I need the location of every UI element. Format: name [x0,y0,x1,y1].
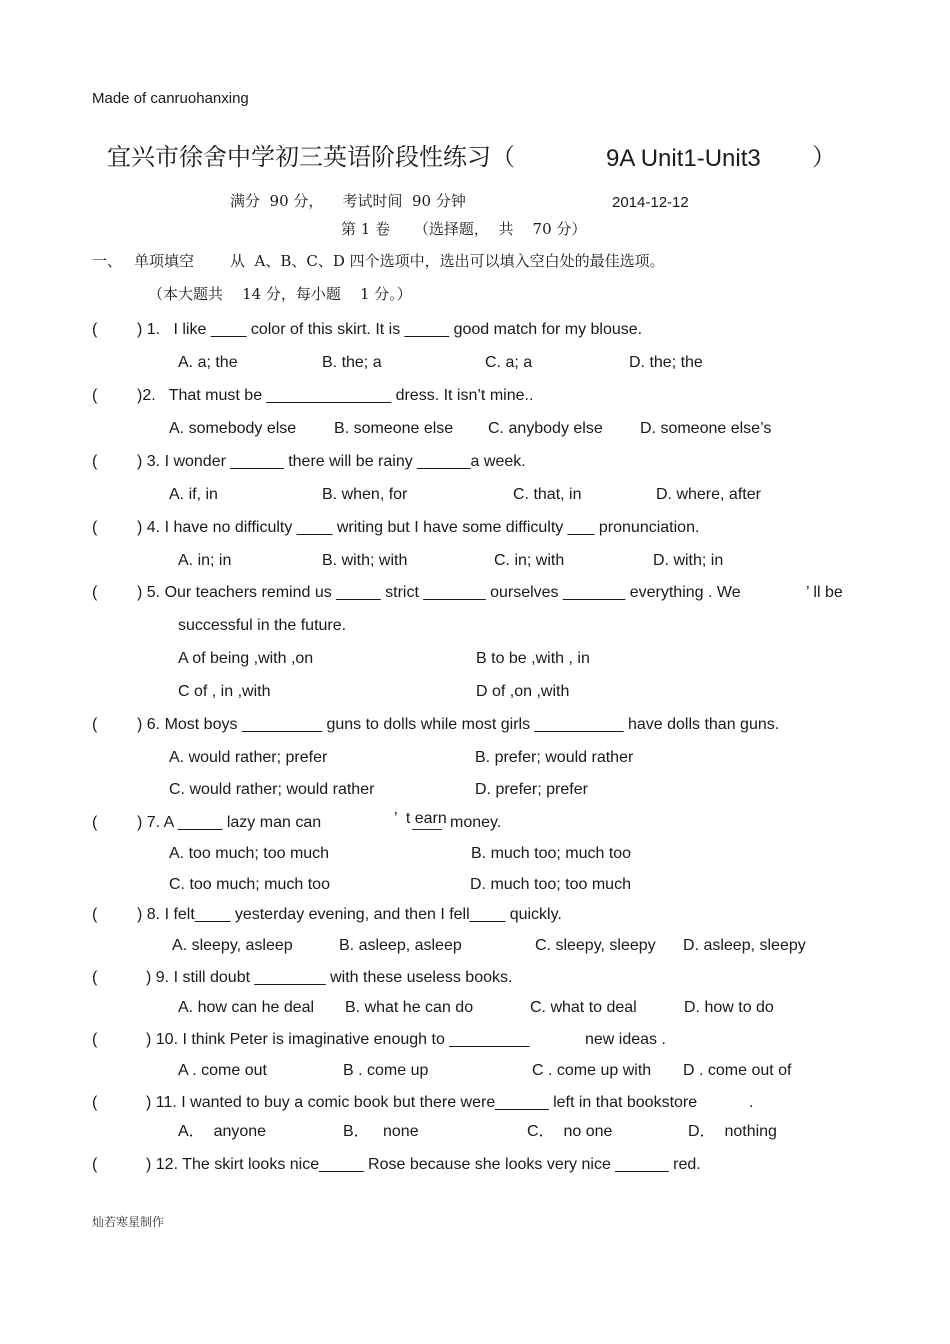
question-9-option-d: D. how to do [684,999,774,1016]
question-2-option-b: B. someone else [334,420,454,437]
question-1-option-b: B. the; a [322,354,382,371]
question-2-option-a: A. somebody else [169,420,297,437]
question-8-stem: ) 8. I felt____ yesterday evening, and then I fell____ quickly. [137,906,562,923]
question-10-option-d: D . come out of [683,1062,792,1079]
question-7-option-b: B. much too; much too [471,845,632,862]
score-time-info: 满分 90 分， 考试时间 90 分钟 [230,192,466,210]
question-8-option-b: B. asleep, asleep [339,937,462,954]
question-9-paren: ( [92,969,98,986]
question-1-option-d: D. the; the [629,354,703,371]
question-11-stem: ) 11. I wanted to buy a comic book but there were______ left in that bookstore [146,1094,698,1111]
question-6-option-d: D. prefer; prefer [475,781,588,798]
question-5-option-c: C of , in ,with [178,683,271,700]
question-3-option-d: D. where, after [656,486,761,503]
question-2-paren: ( [92,387,98,404]
question-7-option-d: D. much too; too much [470,876,631,893]
question-1-option-a: A. a; the [178,354,238,371]
exam-title-chinese: 宜兴市徐舍中学初三英语阶段性练习（ [107,143,515,171]
question-9-stem: ) 9. I still doubt ________ with these useless books. [146,969,513,986]
question-10-option-a: A . come out [178,1062,267,1079]
question-5-option-b: B to be ,with , in [476,650,590,667]
question-1-stem: ) 1. I like ____ color of this skirt. It is _____ good match for my blouse. [137,321,643,338]
question-4-option-b: B. with; with [322,552,408,569]
question-11-paren: ( [92,1094,98,1111]
question-3-option-a: A. if, in [169,486,218,503]
question-7-paren: ( [92,814,98,831]
question-6-option-c: C. would rather; would rather [169,781,375,798]
question-11-option-d: D． nothing [688,1123,777,1140]
question-2-option-c: C. anybody else [488,420,603,437]
question-10-stem: ) 10. I think Peter is imaginative enough to _________ [146,1031,530,1048]
question-4-stem: ) 4. I have no difficulty ____ writing but I have some difficulty ___ pronunciation. [137,519,700,536]
question-2-option-d: D. someone else’s [640,420,772,437]
question-8-option-c: C. sleepy, sleepy [535,937,656,954]
question-4-option-a: A. in; in [178,552,232,569]
section-number: 一、 [92,252,123,270]
question-5-option-d: D of ,on ,with [476,683,570,700]
exam-title-close-paren: ） [812,143,836,171]
question-11-option-b: B． none [343,1123,419,1140]
question-3-option-b: B. when, for [322,486,408,503]
question-4-option-d: D. with; in [653,552,724,569]
question-7-stem-tail: ’ t earn [394,810,447,827]
question-8-paren: ( [92,906,98,923]
question-5-paren: ( [92,584,98,601]
question-5-stem-continued: successful in the future. [178,617,347,634]
exam-title-units: 9A Unit1-Unit3 [606,145,761,172]
question-1-option-c: C. a; a [485,354,533,371]
question-9-option-c: C. what to deal [530,999,637,1016]
question-5-stem-tail: ’ ll be [806,584,843,601]
question-3-option-c: C. that, in [513,486,582,503]
question-10-paren: ( [92,1031,98,1048]
question-10-option-b: B . come up [343,1062,429,1079]
question-1-paren: ( [92,321,98,338]
section-instruction: 从 A、B、C、D 四个选项中，选出可以填入空白处的最佳选项。 [230,252,665,270]
question-6-option-a: A. would rather; prefer [169,749,328,766]
question-10-option-c: C . come up with [532,1062,652,1079]
question-10-stem-tail: new ideas . [585,1031,666,1048]
question-5-option-a: A of being ,with ,on [178,650,314,667]
question-8-option-a: A. sleepy, asleep [172,937,293,954]
question-7-option-a: A. too much; too much [169,845,330,862]
question-7-stem: ) 7. A _____ lazy man can [137,814,322,831]
question-7-option-c: C. too much; much too [169,876,330,893]
question-7-stem-tail-2: money. [450,814,502,831]
question-11-stem-tail: . [749,1094,754,1111]
exam-date: 2014-12-12 [612,194,689,211]
question-11-option-a: A． anyone [178,1123,267,1140]
question-3-paren: ( [92,453,98,470]
question-12-stem: ) 12. The skirt looks nice_____ Rose because she looks very nice ______ red. [146,1156,701,1173]
section-name: 单项填空 [134,252,195,270]
question-11-option-c: C． no one [527,1123,613,1140]
question-9-option-b: B. what he can do [345,999,474,1016]
question-4-paren: ( [92,519,98,536]
question-8-option-d: D. asleep, sleepy [683,937,806,954]
question-6-paren: ( [92,716,98,733]
volume-heading: 第 1 卷 （选择题， 共 70 分） [341,220,587,238]
question-3-stem: ) 3. I wonder ______ there will be rainy ______a week. [137,453,526,470]
section-note: （本大题共 14 分，每小题 1 分。） [148,285,412,303]
footer-credit: 灿若寒星制作 [92,1215,165,1229]
question-6-option-b: B. prefer; would rather [475,749,634,766]
question-4-option-c: C. in; with [494,552,565,569]
question-9-option-a: A. how can he deal [178,999,315,1016]
question-7-blank-line [412,829,442,830]
question-6-stem: ) 6. Most boys _________ guns to dolls while most girls __________ have dolls than guns. [137,716,780,733]
question-2-stem: )2. That must be ______________ dress. It isn’t mine.. [137,387,534,404]
made-of-label: Made of canruohanxing [92,90,249,107]
question-12-paren: ( [92,1156,98,1173]
question-5-stem: ) 5. Our teachers remind us _____ strict _______ ourselves _______ everything . We [137,584,741,601]
